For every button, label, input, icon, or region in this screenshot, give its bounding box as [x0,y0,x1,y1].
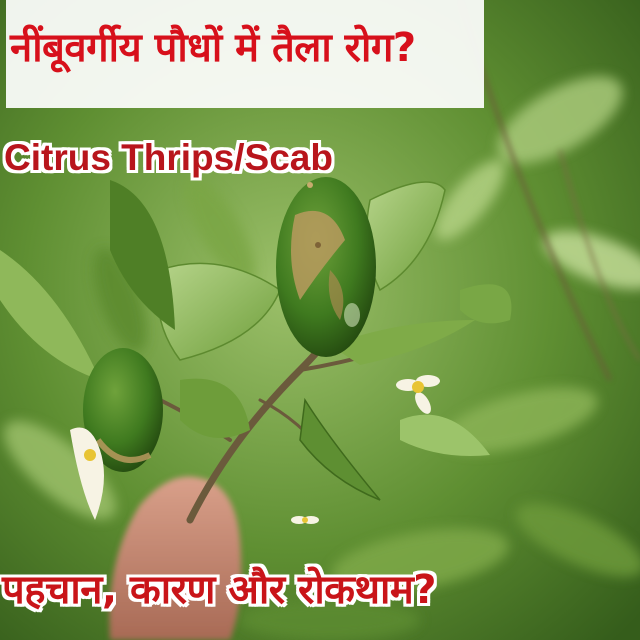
scab-infected-fruit-large [276,177,376,357]
footer-hindi: पहचान, कारण और रोकथाम? [2,567,437,613]
title-hindi: नींबूवर्गीय पौधों में तैला रोग? [10,25,416,71]
subtitle-english: Citrus Thrips/Scab [4,137,333,178]
